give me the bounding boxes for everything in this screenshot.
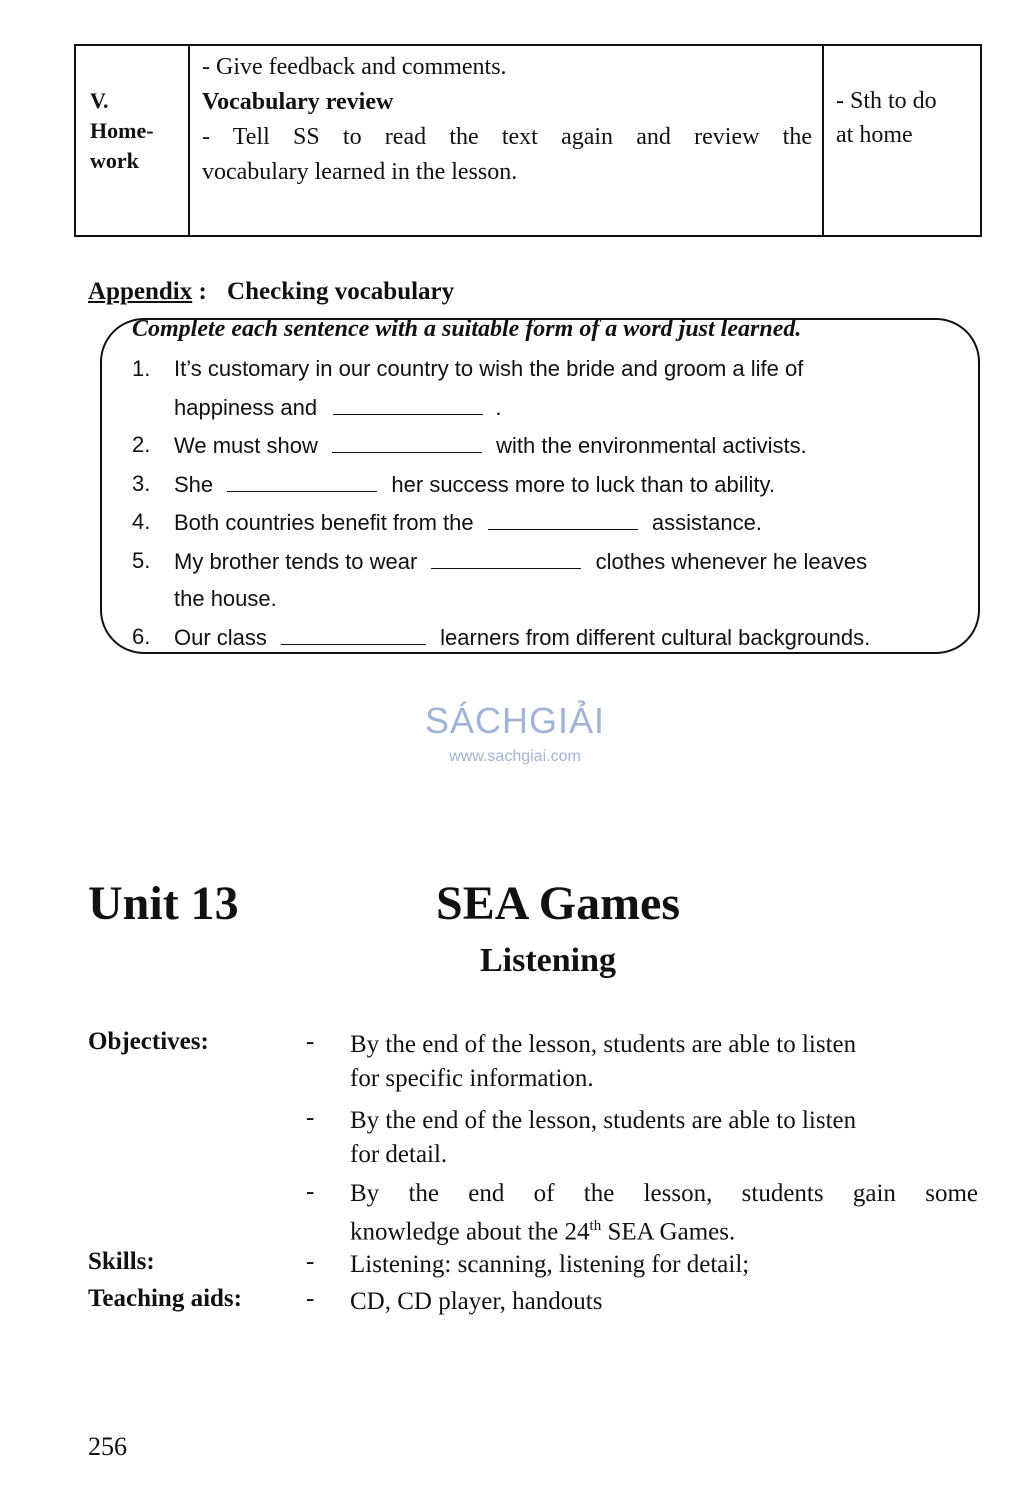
list-item xyxy=(132,426,962,465)
exercise-list xyxy=(132,350,962,656)
objective-line: By the end of the lesson, students are able to listen xyxy=(350,1031,857,1058)
item-text: her success more to luck than to ability. xyxy=(391,471,775,497)
procedure-line: vocabulary learned in the lesson. xyxy=(202,159,518,185)
watermark-url: www.sachgiai.com xyxy=(449,748,581,765)
objectives-label: Objectives: xyxy=(88,1028,209,1055)
answer-blank[interactable] xyxy=(332,426,482,453)
item-text: My brother tends to wear xyxy=(174,548,418,574)
answer-blank[interactable] xyxy=(431,542,581,569)
page-number: 256 xyxy=(88,1432,127,1461)
list-item xyxy=(132,465,962,504)
table-divider xyxy=(822,46,824,235)
item-text: happiness and xyxy=(174,394,318,420)
stage-roman: V. xyxy=(90,88,109,113)
item-text: She xyxy=(174,471,214,497)
procedure-line: - Give feedback and comments. xyxy=(202,54,507,80)
note-line: at home xyxy=(836,122,913,148)
objective-item xyxy=(350,1178,978,1248)
unit-subtitle: Listening xyxy=(480,942,617,979)
bullet-dash: - xyxy=(306,1285,315,1312)
skills-text: Listening: scanning, listening for detail; xyxy=(350,1251,750,1278)
objective-item xyxy=(350,1104,978,1172)
objective-line: for specific information. xyxy=(350,1065,594,1092)
procedure-heading: Vocabulary review xyxy=(202,89,394,115)
item-number: 6. xyxy=(132,623,151,649)
item-number: 1. xyxy=(132,356,151,381)
item-text: assistance. xyxy=(651,510,762,535)
item-text: with the environmental activists. xyxy=(496,433,807,458)
item-number: 3. xyxy=(132,470,151,496)
list-item xyxy=(132,542,962,618)
watermark xyxy=(410,700,620,766)
skills-label: Skills: xyxy=(88,1248,155,1275)
item-number: 5. xyxy=(132,547,151,573)
note-cell xyxy=(836,84,976,152)
table-divider xyxy=(188,46,190,235)
homework-table xyxy=(74,44,982,237)
objective-line: for detail. xyxy=(350,1141,448,1168)
objective-text: SEA Games. xyxy=(601,1218,736,1246)
stage-cell xyxy=(90,86,154,176)
watermark-logo: SÁCHGIẢI xyxy=(424,700,606,741)
appendix-label: Appendix xyxy=(88,278,193,305)
bullet-dash: - xyxy=(306,1248,315,1275)
item-text: Both countries benefit from the xyxy=(174,510,474,535)
note-line: - Sth to do xyxy=(836,88,937,114)
teaching-aids-label: Teaching aids: xyxy=(88,1285,242,1312)
appendix-heading xyxy=(88,278,454,306)
objective-line: By the end of the lesson, students gain some xyxy=(350,1180,978,1207)
item-text: clothes whenever he leaves xyxy=(595,548,868,574)
answer-blank[interactable] xyxy=(281,618,426,645)
exercise-instruction: Complete each sentence with a suitable form of a word just learned. xyxy=(132,316,802,342)
ordinal-suffix: th xyxy=(589,1218,602,1234)
list-item xyxy=(132,350,962,426)
item-text: It’s customary in our country to wish the bride and groom a life of xyxy=(174,356,804,381)
bullet-dash: - xyxy=(306,1104,315,1131)
item-text: Our class xyxy=(174,624,267,650)
objective-line xyxy=(350,1210,978,1248)
item-text: We must show xyxy=(174,433,318,458)
answer-blank[interactable] xyxy=(333,388,483,415)
procedure-line: - Tell SS to read the text again and review the xyxy=(202,124,812,150)
stage-name-1: Home- xyxy=(90,118,154,143)
answer-blank[interactable] xyxy=(227,465,377,492)
objective-item xyxy=(350,1028,978,1096)
item-text: learners from different cultural backgrounds. xyxy=(440,624,871,650)
item-number: 2. xyxy=(132,432,151,457)
answer-blank[interactable] xyxy=(488,503,638,530)
item-text: the house. xyxy=(174,586,277,611)
list-item xyxy=(132,503,962,542)
stage-name-2: work xyxy=(90,148,139,173)
bullet-dash: - xyxy=(306,1028,315,1055)
procedure-cell xyxy=(202,50,812,190)
teaching-aids-text: CD, CD player, handouts xyxy=(350,1288,603,1315)
objective-line: By the end of the lesson, students are able to listen xyxy=(350,1107,857,1134)
bullet-dash: - xyxy=(306,1178,315,1205)
item-text: . xyxy=(495,394,502,420)
appendix-title: Checking vocabulary xyxy=(227,278,455,305)
appendix-colon: : xyxy=(198,278,207,305)
unit-title: SEA Games xyxy=(436,877,681,930)
list-item xyxy=(132,618,962,657)
item-number: 4. xyxy=(132,509,151,534)
objective-text: knowledge about the 24 xyxy=(350,1218,590,1246)
unit-number: Unit 13 xyxy=(88,877,239,930)
